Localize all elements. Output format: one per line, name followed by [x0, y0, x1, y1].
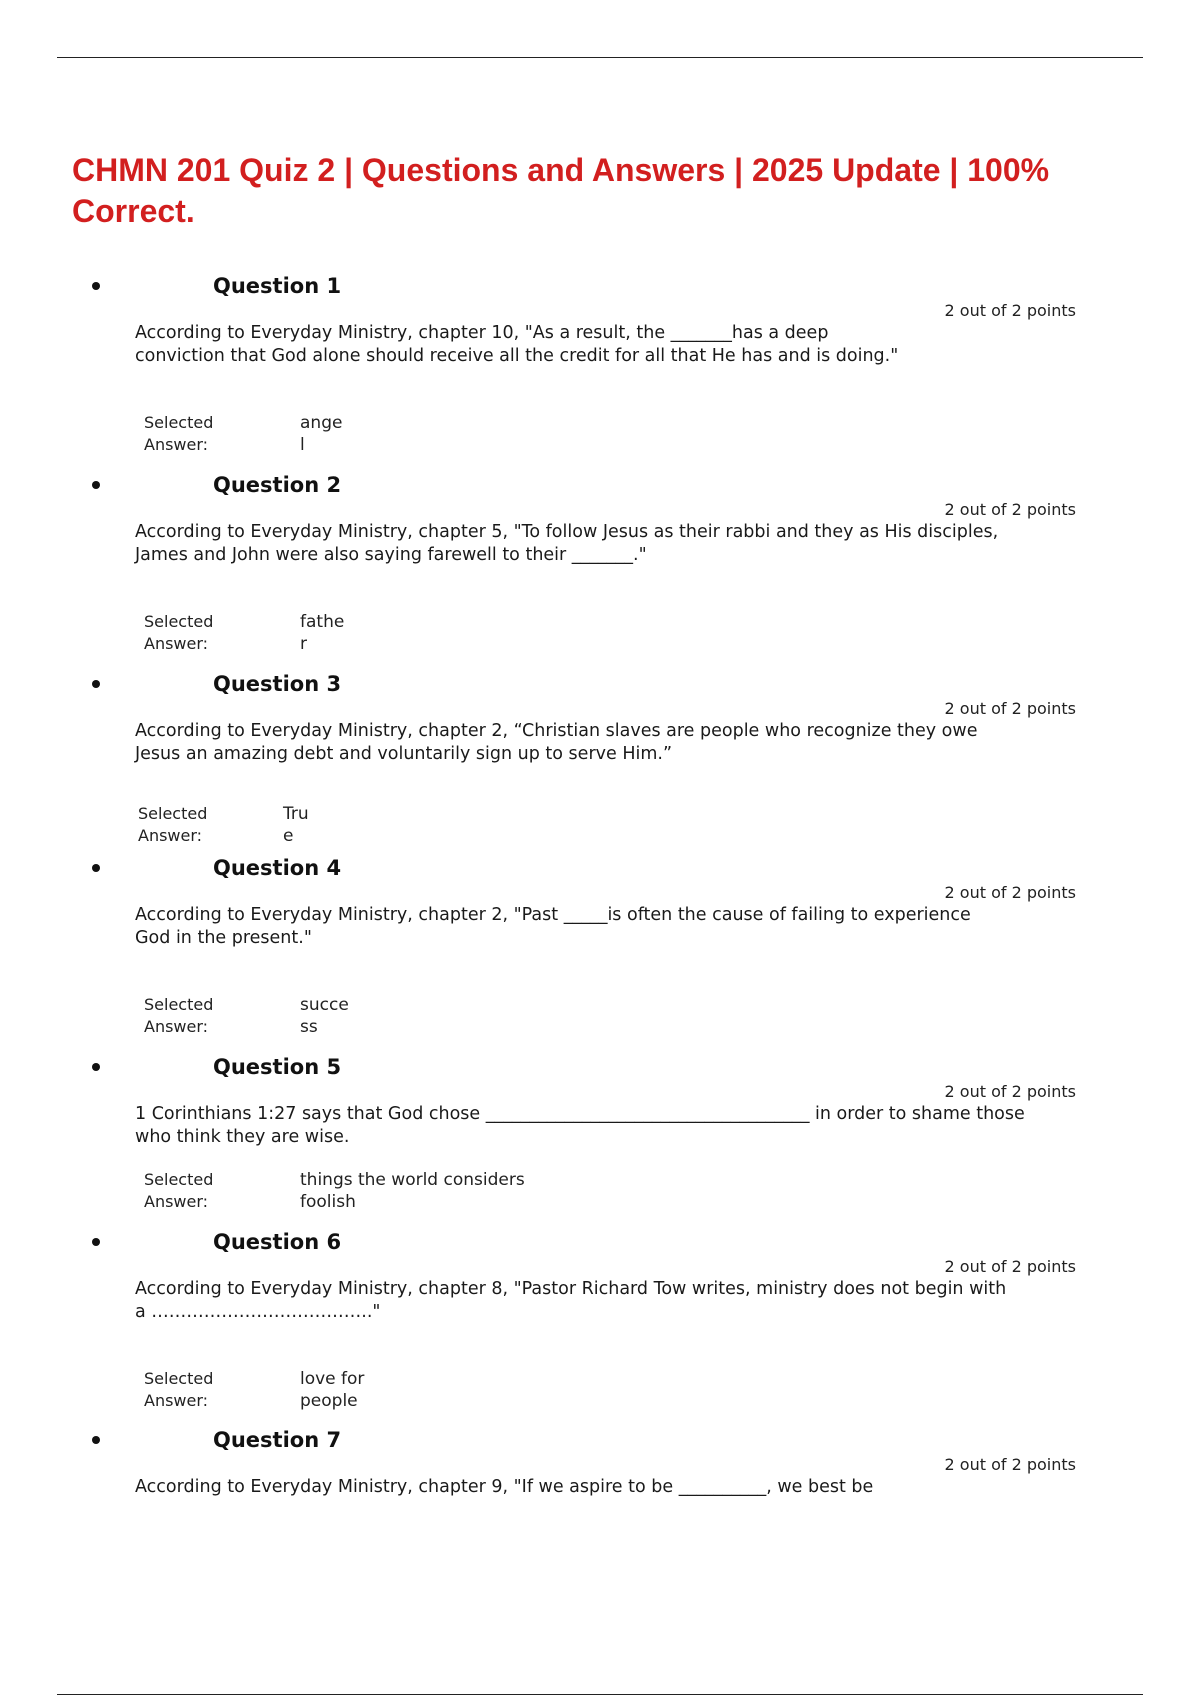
- top-rule: [57, 57, 1143, 58]
- selected-answer-label: Selected Answer:: [144, 612, 214, 653]
- question-text: According to Everyday Ministry, chapter 2, "Past _____is often the cause of failing to experience God in the present.": [135, 905, 971, 948]
- question-text: According to Everyday Ministry, chapter 10, "As a result, the _______has a deep conviction that God alone should receive all the credit for all that He has and is doing.": [135, 323, 899, 366]
- question-heading: Question 3: [213, 672, 342, 696]
- selected-answer-label: Selected Answer:: [138, 804, 208, 845]
- question-points: 2 out of 2 points: [944, 301, 1076, 320]
- selected-answer-value: success: [300, 995, 349, 1037]
- question-text: According to Everyday Ministry, chapter 9, "If we aspire to be __________, we best be: [135, 1477, 874, 1497]
- question-heading: Question 2: [213, 473, 342, 497]
- selected-answer-value: things the world considers foolish: [300, 1170, 525, 1212]
- question-heading: Question 4: [213, 856, 342, 880]
- question-points: 2 out of 2 points: [944, 699, 1076, 718]
- bullet-icon: [92, 1063, 100, 1071]
- selected-answer-label: Selected Answer:: [144, 1170, 214, 1211]
- question-points: 2 out of 2 points: [944, 883, 1076, 902]
- question-text: According to Everyday Ministry, chapter 8, "Pastor Richard Tow writes, ministry does not begin with a ………………………………..": [135, 1279, 1007, 1322]
- selected-answer-value: True: [283, 804, 309, 846]
- question-heading: Question 6: [213, 1230, 342, 1254]
- question-points: 2 out of 2 points: [944, 1082, 1076, 1101]
- bullet-icon: [92, 1436, 100, 1444]
- selected-answer-label: Selected Answer:: [144, 413, 214, 454]
- question-heading: Question 7: [213, 1428, 342, 1452]
- bullet-icon: [92, 864, 100, 872]
- bullet-icon: [92, 1238, 100, 1246]
- selected-answer-label: Selected Answer:: [144, 1369, 214, 1410]
- question-points: 2 out of 2 points: [944, 1257, 1076, 1276]
- bottom-rule: [57, 1694, 1143, 1695]
- question-points: 2 out of 2 points: [944, 1455, 1076, 1474]
- selected-answer-label: Selected Answer:: [144, 995, 214, 1036]
- question-points: 2 out of 2 points: [944, 500, 1076, 519]
- bullet-icon: [92, 282, 100, 290]
- selected-answer-value: love for people: [300, 1369, 365, 1411]
- question-heading: Question 5: [213, 1055, 342, 1079]
- question-heading: Question 1: [213, 274, 342, 298]
- document-title: CHMN 201 Quiz 2 | Questions and Answers | 2025 Update | 100% Correct.: [72, 152, 1050, 229]
- bullet-icon: [92, 680, 100, 688]
- question-text: 1 Corinthians 1:27 says that God chose _____________________________________ in order to shame those who think they are wise.: [135, 1104, 1025, 1147]
- question-text: According to Everyday Ministry, chapter 2, “Christian slaves are people who recognize they owe Jesus an amazing debt and voluntarily sign up to serve Him.”: [135, 721, 978, 764]
- selected-answer-value: angel: [300, 413, 343, 455]
- bullet-icon: [92, 481, 100, 489]
- question-text: According to Everyday Ministry, chapter 5, "To follow Jesus as their rabbi and they as His disciples, James and John were also saying farewell to their _______.": [135, 522, 999, 565]
- selected-answer-value: father: [300, 612, 345, 654]
